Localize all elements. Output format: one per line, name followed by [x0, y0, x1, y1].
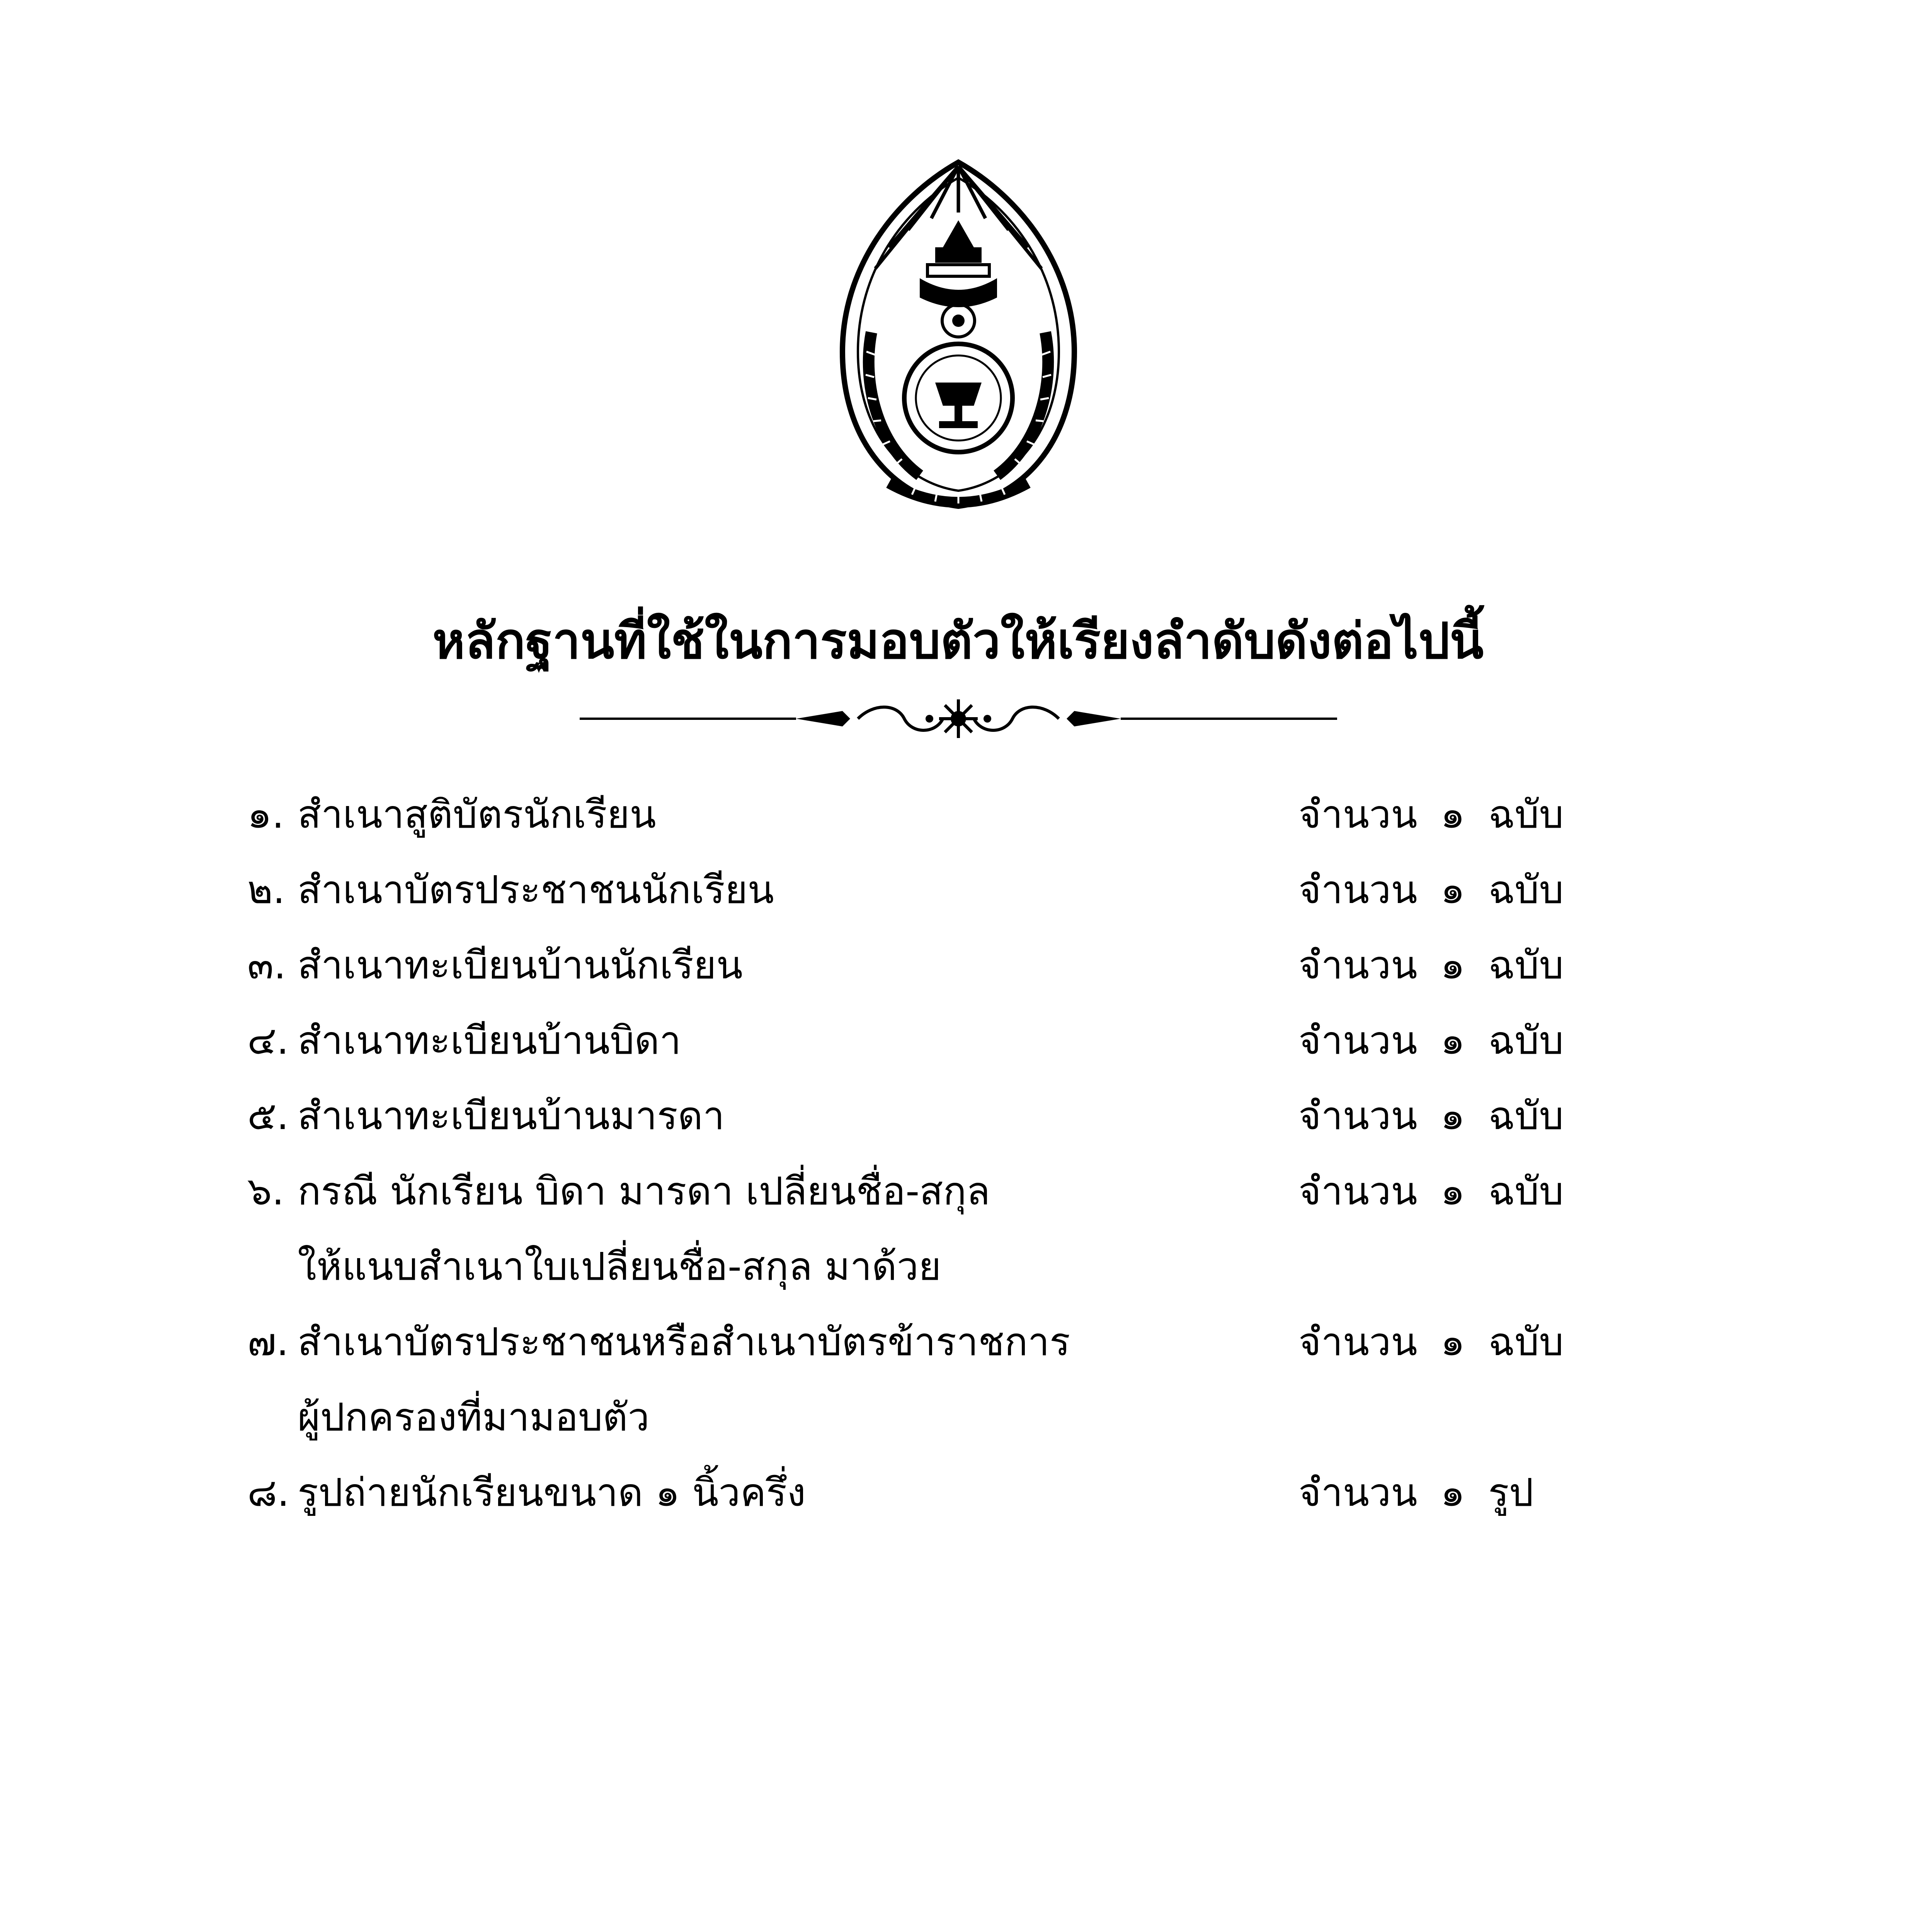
list-item [247, 1455, 1600, 1530]
document-list [247, 777, 1600, 1530]
quantity-label: จำนวน [1298, 1093, 1417, 1138]
list-item [247, 1078, 1600, 1153]
quantity-label: จำนวน [1298, 1168, 1417, 1214]
flourish-divider-icon [580, 696, 1337, 742]
item-quantity [1298, 777, 1564, 852]
document-title: หลักฐานที่ใช้ในการมอบตัวให้เรียงลำดับดังต่อไปนี้ [432, 612, 1484, 670]
quantity-label: จำนวน [1298, 942, 1417, 988]
item-number: ๒. [247, 867, 285, 912]
item-number: ๕. [247, 1093, 289, 1138]
item-text: สำเนาบัตรประชาชนนักเรียน [298, 867, 774, 912]
list-item [247, 1304, 1600, 1379]
list-item-continuation: ให้แนบสำเนาใบเปลี่ยนชื่อ-สกุล มาด้วย [298, 1244, 941, 1289]
quantity-count: ๑ [1440, 1168, 1465, 1214]
item-quantity [1298, 1304, 1564, 1379]
quantity-count: ๑ [1440, 1470, 1465, 1515]
item-number: ๖. [247, 1168, 284, 1214]
item-quantity [1298, 1003, 1564, 1078]
school-emblem-icon [804, 151, 1113, 522]
list-item [247, 852, 1600, 927]
item-quantity [1298, 1078, 1564, 1153]
quantity-unit: ฉบับ [1488, 867, 1564, 912]
quantity-unit: รูป [1488, 1470, 1534, 1515]
quantity-label: จำนวน [1298, 1319, 1417, 1364]
item-number: ๓. [247, 942, 286, 988]
item-text: สำเนาทะเบียนบ้านมารดา [298, 1093, 725, 1138]
quantity-unit: ฉบับ [1488, 792, 1564, 837]
list-item [247, 927, 1600, 1003]
quantity-unit: ฉบับ [1488, 1093, 1564, 1138]
item-number: ๘. [247, 1470, 289, 1515]
list-item [247, 1003, 1600, 1078]
item-quantity [1298, 1153, 1564, 1229]
quantity-label: จำนวน [1298, 1018, 1417, 1063]
item-quantity [1298, 927, 1564, 1003]
quantity-label: จำนวน [1298, 867, 1417, 912]
quantity-unit: ฉบับ [1488, 1018, 1564, 1063]
list-item [247, 1153, 1600, 1229]
item-number: ๔. [247, 1018, 289, 1063]
quantity-count: ๑ [1440, 1018, 1465, 1063]
quantity-count: ๑ [1440, 1093, 1465, 1138]
item-text: สำเนาบัตรประชาชนหรือสำเนาบัตรข้าราชการ [298, 1319, 1070, 1364]
item-number: ๗. [247, 1319, 289, 1364]
quantity-count: ๑ [1440, 942, 1465, 988]
item-text: กรณี นักเรียน บิดา มารดา เปลี่ยนชื่อ-สกุล [298, 1168, 990, 1214]
quantity-label: จำนวน [1298, 1470, 1417, 1515]
quantity-count: ๑ [1440, 1319, 1465, 1364]
list-item-continuation: ผู้ปกครองที่มามอบตัว [298, 1395, 650, 1440]
quantity-label: จำนวน [1298, 792, 1417, 837]
item-quantity [1298, 1455, 1533, 1530]
item-text: สำเนาทะเบียนบ้านนักเรียน [298, 942, 743, 988]
item-text: สำเนาสูติบัตรนักเรียน [298, 792, 656, 837]
item-quantity [1298, 852, 1564, 927]
item-text: สำเนาทะเบียนบ้านบิดา [298, 1018, 681, 1063]
quantity-count: ๑ [1440, 792, 1465, 837]
quantity-unit: ฉบับ [1488, 1168, 1564, 1214]
quantity-unit: ฉบับ [1488, 942, 1564, 988]
item-text: รูปถ่ายนักเรียนขนาด ๑ นิ้วครึ่ง [298, 1470, 806, 1515]
quantity-unit: ฉบับ [1488, 1319, 1564, 1364]
quantity-count: ๑ [1440, 867, 1465, 912]
item-number: ๑. [247, 792, 284, 837]
list-item [247, 777, 1600, 852]
